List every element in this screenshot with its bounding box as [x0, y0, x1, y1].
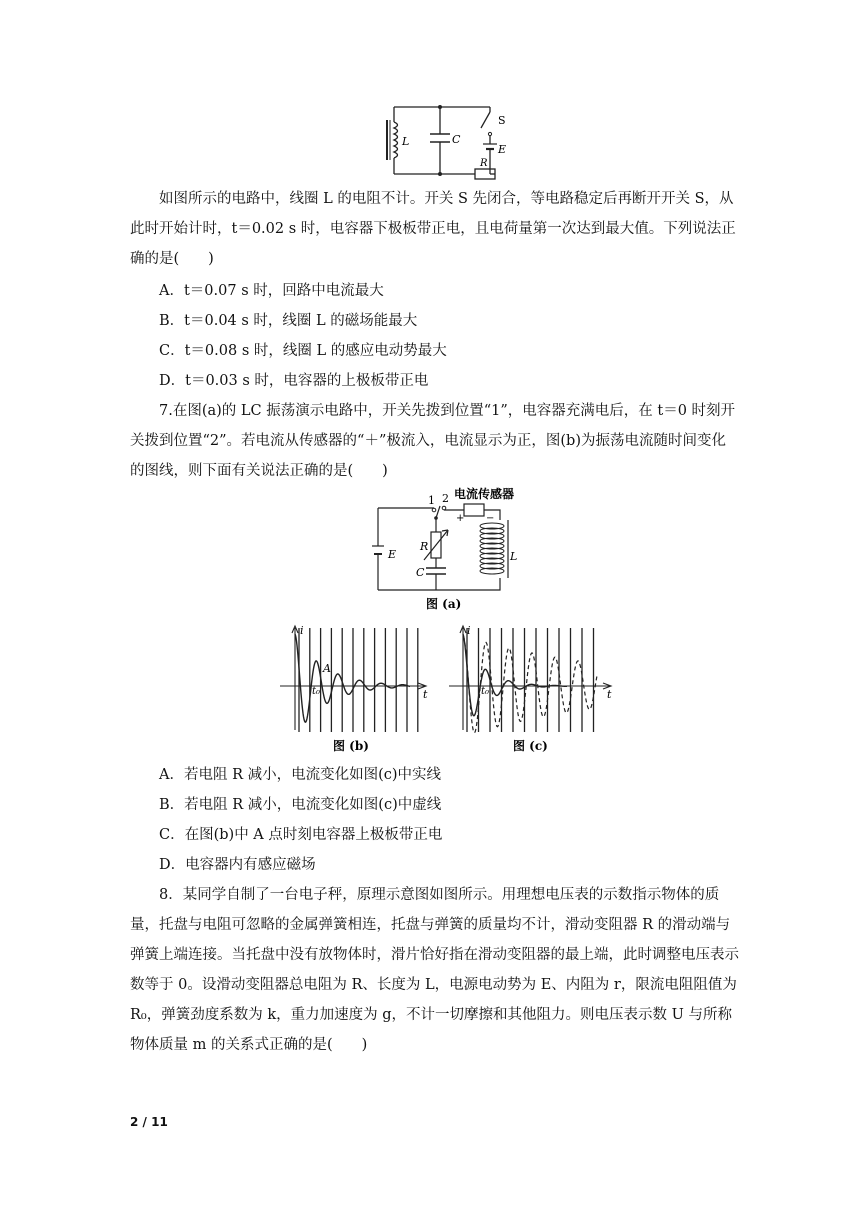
q7-stem: 7.在图(a)的 LC 振荡演示电路中，开关先拨到位置“1”，电容器充满电后，在 t＝0 时刻开关拨到位置“2”。若电流从传感器的“＋”极流入，电流显示为正，图(b)为振荡电流随时间变化的图线，则下面有关说法正确的是( ) — [130, 403, 736, 479]
label-c: C — [452, 133, 461, 146]
label-e: E — [498, 143, 507, 156]
label-c: C — [416, 566, 425, 579]
switch-pos-1: 1 — [428, 494, 435, 507]
label-s: S — [498, 114, 506, 127]
q8-stem: 8．某同学自制了一台电子秤，原理示意图如图所示。用理想电压表的示数指示物体的质量，托盘与电阻可忽略的金属弹簧相连，托盘与弹簧的质量均不计，滑动变阻器 R 的滑动端与弹簧上端连接。当托盘中没有放物体时，滑片恰好指在滑动变阻器的最上端，此时调整电压表示数等于 0。设滑动变阻器总电阻为 R、长度为 L，电源电动势为 E、内阻为 r，限流电阻阻值为 R₀，弹簧劲度系数为 k，重力加速度为 g，不计一切摩擦和其他阻力。则电压表示数 U 与所称物体质量 m 的关系式正确的是( ) — [130, 887, 739, 1053]
circuit-diagram-a — [370, 484, 550, 616]
graph-b — [275, 622, 435, 758]
t0-label: t₀ — [481, 686, 490, 697]
q6-stem: 如图所示的电路中，线圈 L 的电阻不计。开关 S 先闭合，等电路稳定后再断开开关 S，从此时开始计时，t＝0.02 s 时，电容器下极板带正电，且电荷量第一次达到最大值。下列说法正确的是( ) — [130, 191, 736, 267]
axis-t: t — [423, 688, 428, 701]
sensor-plus: + — [456, 513, 465, 524]
caption-a: 图 (a) — [426, 597, 462, 611]
page-number: 2 / 11 — [130, 1115, 168, 1129]
q6-option-c: C．t＝0.08 s 时，线圈 L 的感应电动势最大 — [159, 343, 447, 359]
circuit-diagram-1 — [380, 98, 520, 180]
point-a-label: A — [323, 662, 331, 675]
axis-i: i — [467, 624, 471, 637]
axis-t: t — [607, 688, 612, 701]
label-r: R — [480, 158, 488, 169]
sensor-label: 电流传感器 — [454, 487, 515, 501]
label-l: L — [510, 550, 518, 563]
t0-label: t₀ — [312, 686, 321, 697]
caption-b: 图 (b) — [333, 739, 369, 753]
q7-option-b: B．若电阻 R 减小，电流变化如图(c)中虚线 — [159, 797, 442, 813]
q7-option-c: C．在图(b)中 A 点时刻电容器上极板带正电 — [159, 827, 443, 843]
q6-option-a: A．t＝0.07 s 时，回路中电流最大 — [159, 283, 384, 299]
label-l: L — [402, 135, 410, 148]
q7-option-a: A．若电阻 R 减小，电流变化如图(c)中实线 — [159, 767, 442, 783]
caption-c: 图 (c) — [513, 739, 548, 753]
q6-option-d: D．t＝0.03 s 时，电容器的上极板带正电 — [159, 373, 429, 389]
graph-c — [447, 622, 617, 758]
axis-i: i — [300, 624, 304, 637]
switch-pos-2: 2 — [442, 492, 449, 505]
label-e: E — [388, 548, 397, 561]
q6-option-b: B．t＝0.04 s 时，线圈 L 的磁场能最大 — [159, 313, 418, 329]
label-r: R — [420, 540, 429, 553]
q7-option-d: D．电容器内有感应磁场 — [159, 857, 316, 873]
sensor-minus: − — [486, 513, 495, 524]
